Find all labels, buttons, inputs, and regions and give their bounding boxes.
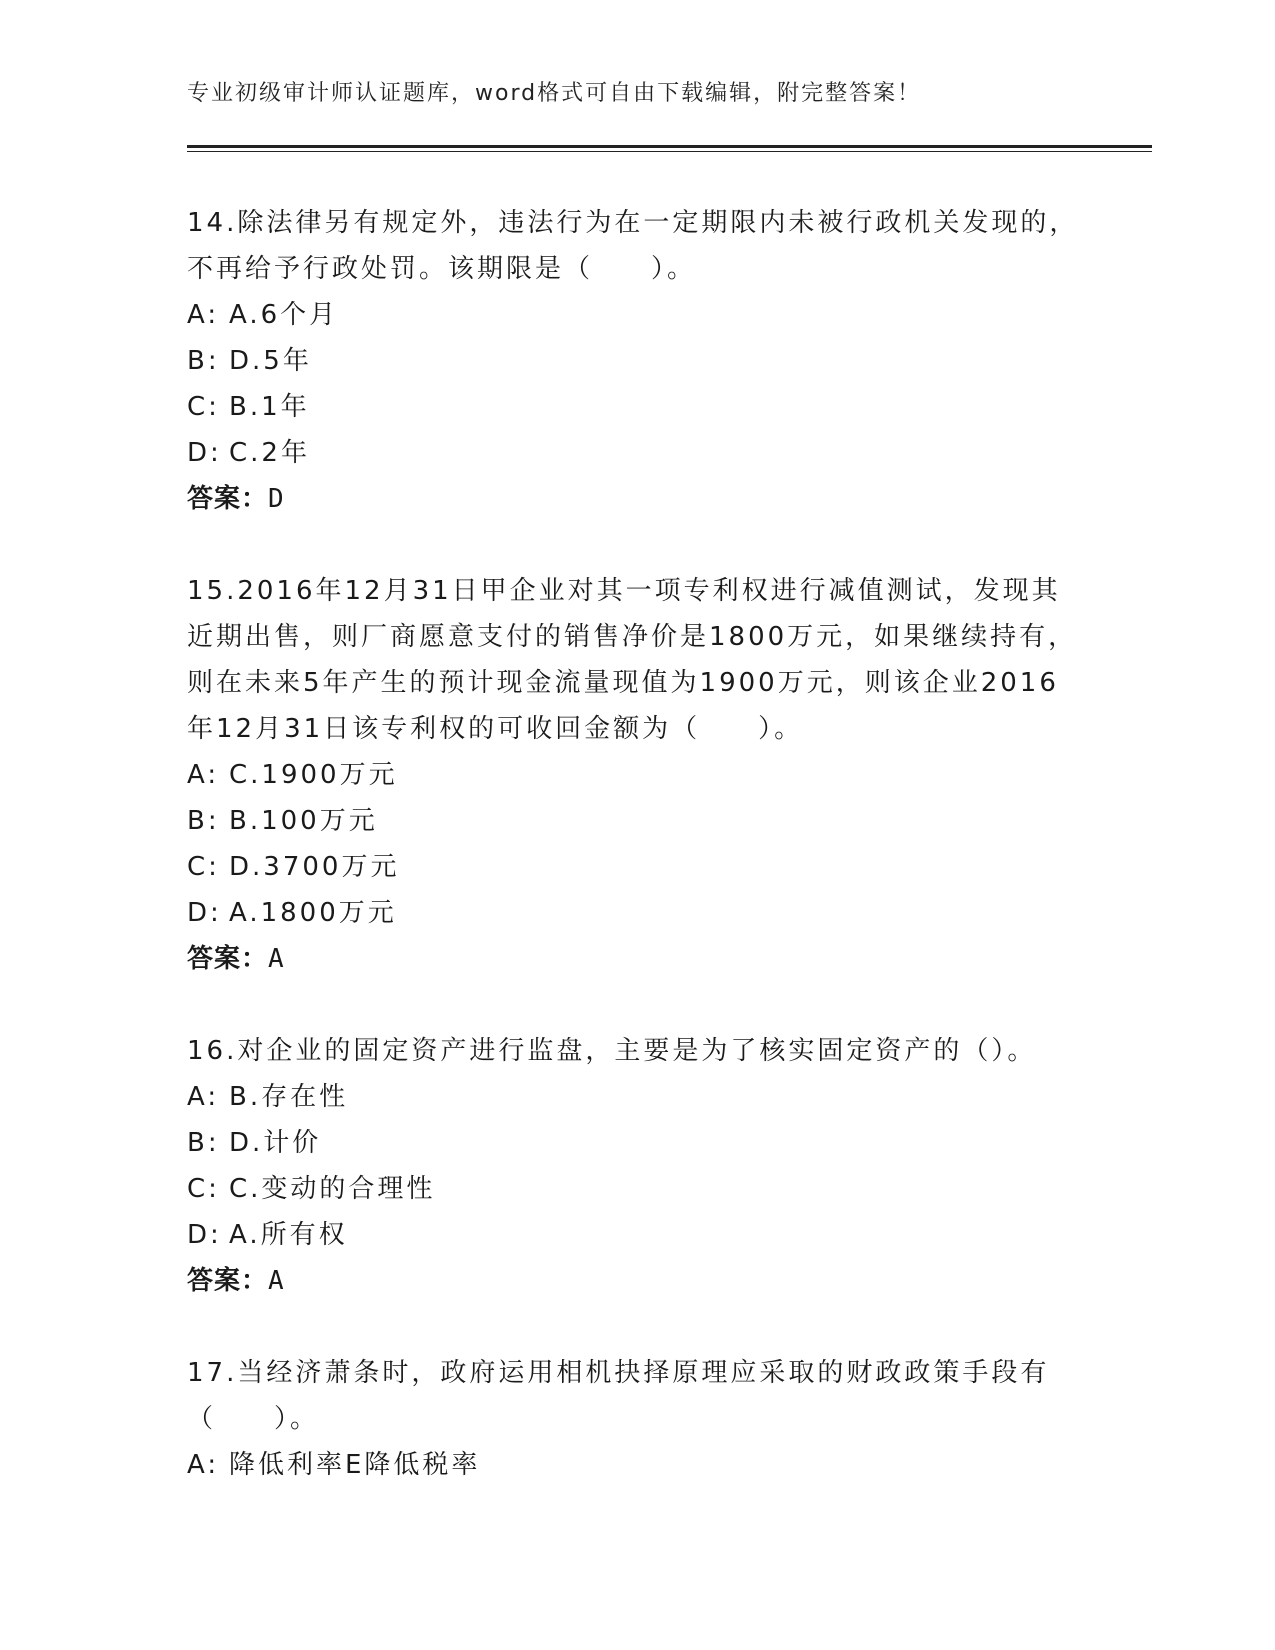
option-c xyxy=(187,844,1087,890)
option-key: A: xyxy=(187,1450,220,1480)
option-text: D.3700万元 xyxy=(229,852,400,882)
answer-value: D xyxy=(268,484,285,514)
answer-value: A xyxy=(268,944,285,974)
question-stem: 14.除法律另有规定外，违法行为在一定期限内未被行政机关发现的，不再给予行政处罚。该期限是（ ）。 xyxy=(187,208,1079,284)
page-header: 专业初级审计师认证题库，word格式可自由下载编辑，附完整答案！ xyxy=(187,81,922,106)
answer-line xyxy=(187,476,1087,522)
answer-line xyxy=(187,1258,1087,1304)
option-text: A.6个月 xyxy=(229,300,339,330)
option-key: D: xyxy=(187,898,222,928)
answer-line xyxy=(187,936,1087,982)
option-a xyxy=(187,292,1087,338)
option-text: B.存在性 xyxy=(229,1082,349,1112)
question-16 xyxy=(187,1028,1087,1304)
answer-label: 答案： xyxy=(187,944,269,974)
answer-label: 答案： xyxy=(187,484,269,514)
option-text: B.1年 xyxy=(229,392,310,422)
option-text: C.2年 xyxy=(229,438,310,468)
option-key: C: xyxy=(187,1174,220,1204)
option-key: A: xyxy=(187,300,220,330)
header-rule-thick xyxy=(187,145,1152,148)
option-d xyxy=(187,1212,1087,1258)
option-d xyxy=(187,890,1087,936)
question-stem: 17.当经济萧条时，政府运用相机抉择原理应采取的财政政策手段有（ ）。 xyxy=(187,1358,1050,1434)
question-stem: 16.对企业的固定资产进行监盘，主要是为了核实固定资产的（）。 xyxy=(187,1036,1037,1066)
question-15 xyxy=(187,568,1087,982)
option-text: A.1800万元 xyxy=(229,898,397,928)
option-c xyxy=(187,1166,1087,1212)
option-key: B: xyxy=(187,346,220,376)
option-b xyxy=(187,338,1087,384)
option-a xyxy=(187,752,1087,798)
answer-label: 答案： xyxy=(187,1266,269,1296)
option-text: C.变动的合理性 xyxy=(229,1174,436,1204)
option-text: 降低利率E降低税率 xyxy=(229,1450,481,1480)
option-b xyxy=(187,1120,1087,1166)
option-b xyxy=(187,798,1087,844)
option-key: D: xyxy=(187,1220,222,1250)
option-key: B: xyxy=(187,806,220,836)
option-key: C: xyxy=(187,852,220,882)
option-a xyxy=(187,1074,1087,1120)
option-a xyxy=(187,1442,1087,1488)
option-text: A.所有权 xyxy=(229,1220,348,1250)
option-text: D.计价 xyxy=(229,1128,322,1158)
answer-value: A xyxy=(268,1266,285,1296)
header-rule-thin xyxy=(187,151,1152,152)
option-d xyxy=(187,430,1087,476)
option-key: D: xyxy=(187,438,222,468)
question-14 xyxy=(187,200,1087,522)
option-key: C: xyxy=(187,392,220,422)
option-text: C.1900万元 xyxy=(229,760,398,790)
question-list xyxy=(187,200,1087,1534)
option-key: B: xyxy=(187,1128,220,1158)
question-stem: 15.2016年12月31日甲企业对其一项专利权进行减值测试，发现其近期出售，则厂商愿意支付的销售净价是1800万元，如果继续持有，则在未来5年产生的预计现金流量现值为1900万元，则该企业2016年12月31日该专利权的可收回金额为（ ）。 xyxy=(187,576,1078,744)
option-text: D.5年 xyxy=(229,346,312,376)
option-c xyxy=(187,384,1087,430)
option-key: A: xyxy=(187,760,220,790)
question-17 xyxy=(187,1350,1087,1488)
option-key: A: xyxy=(187,1082,220,1112)
option-text: B.100万元 xyxy=(229,806,378,836)
